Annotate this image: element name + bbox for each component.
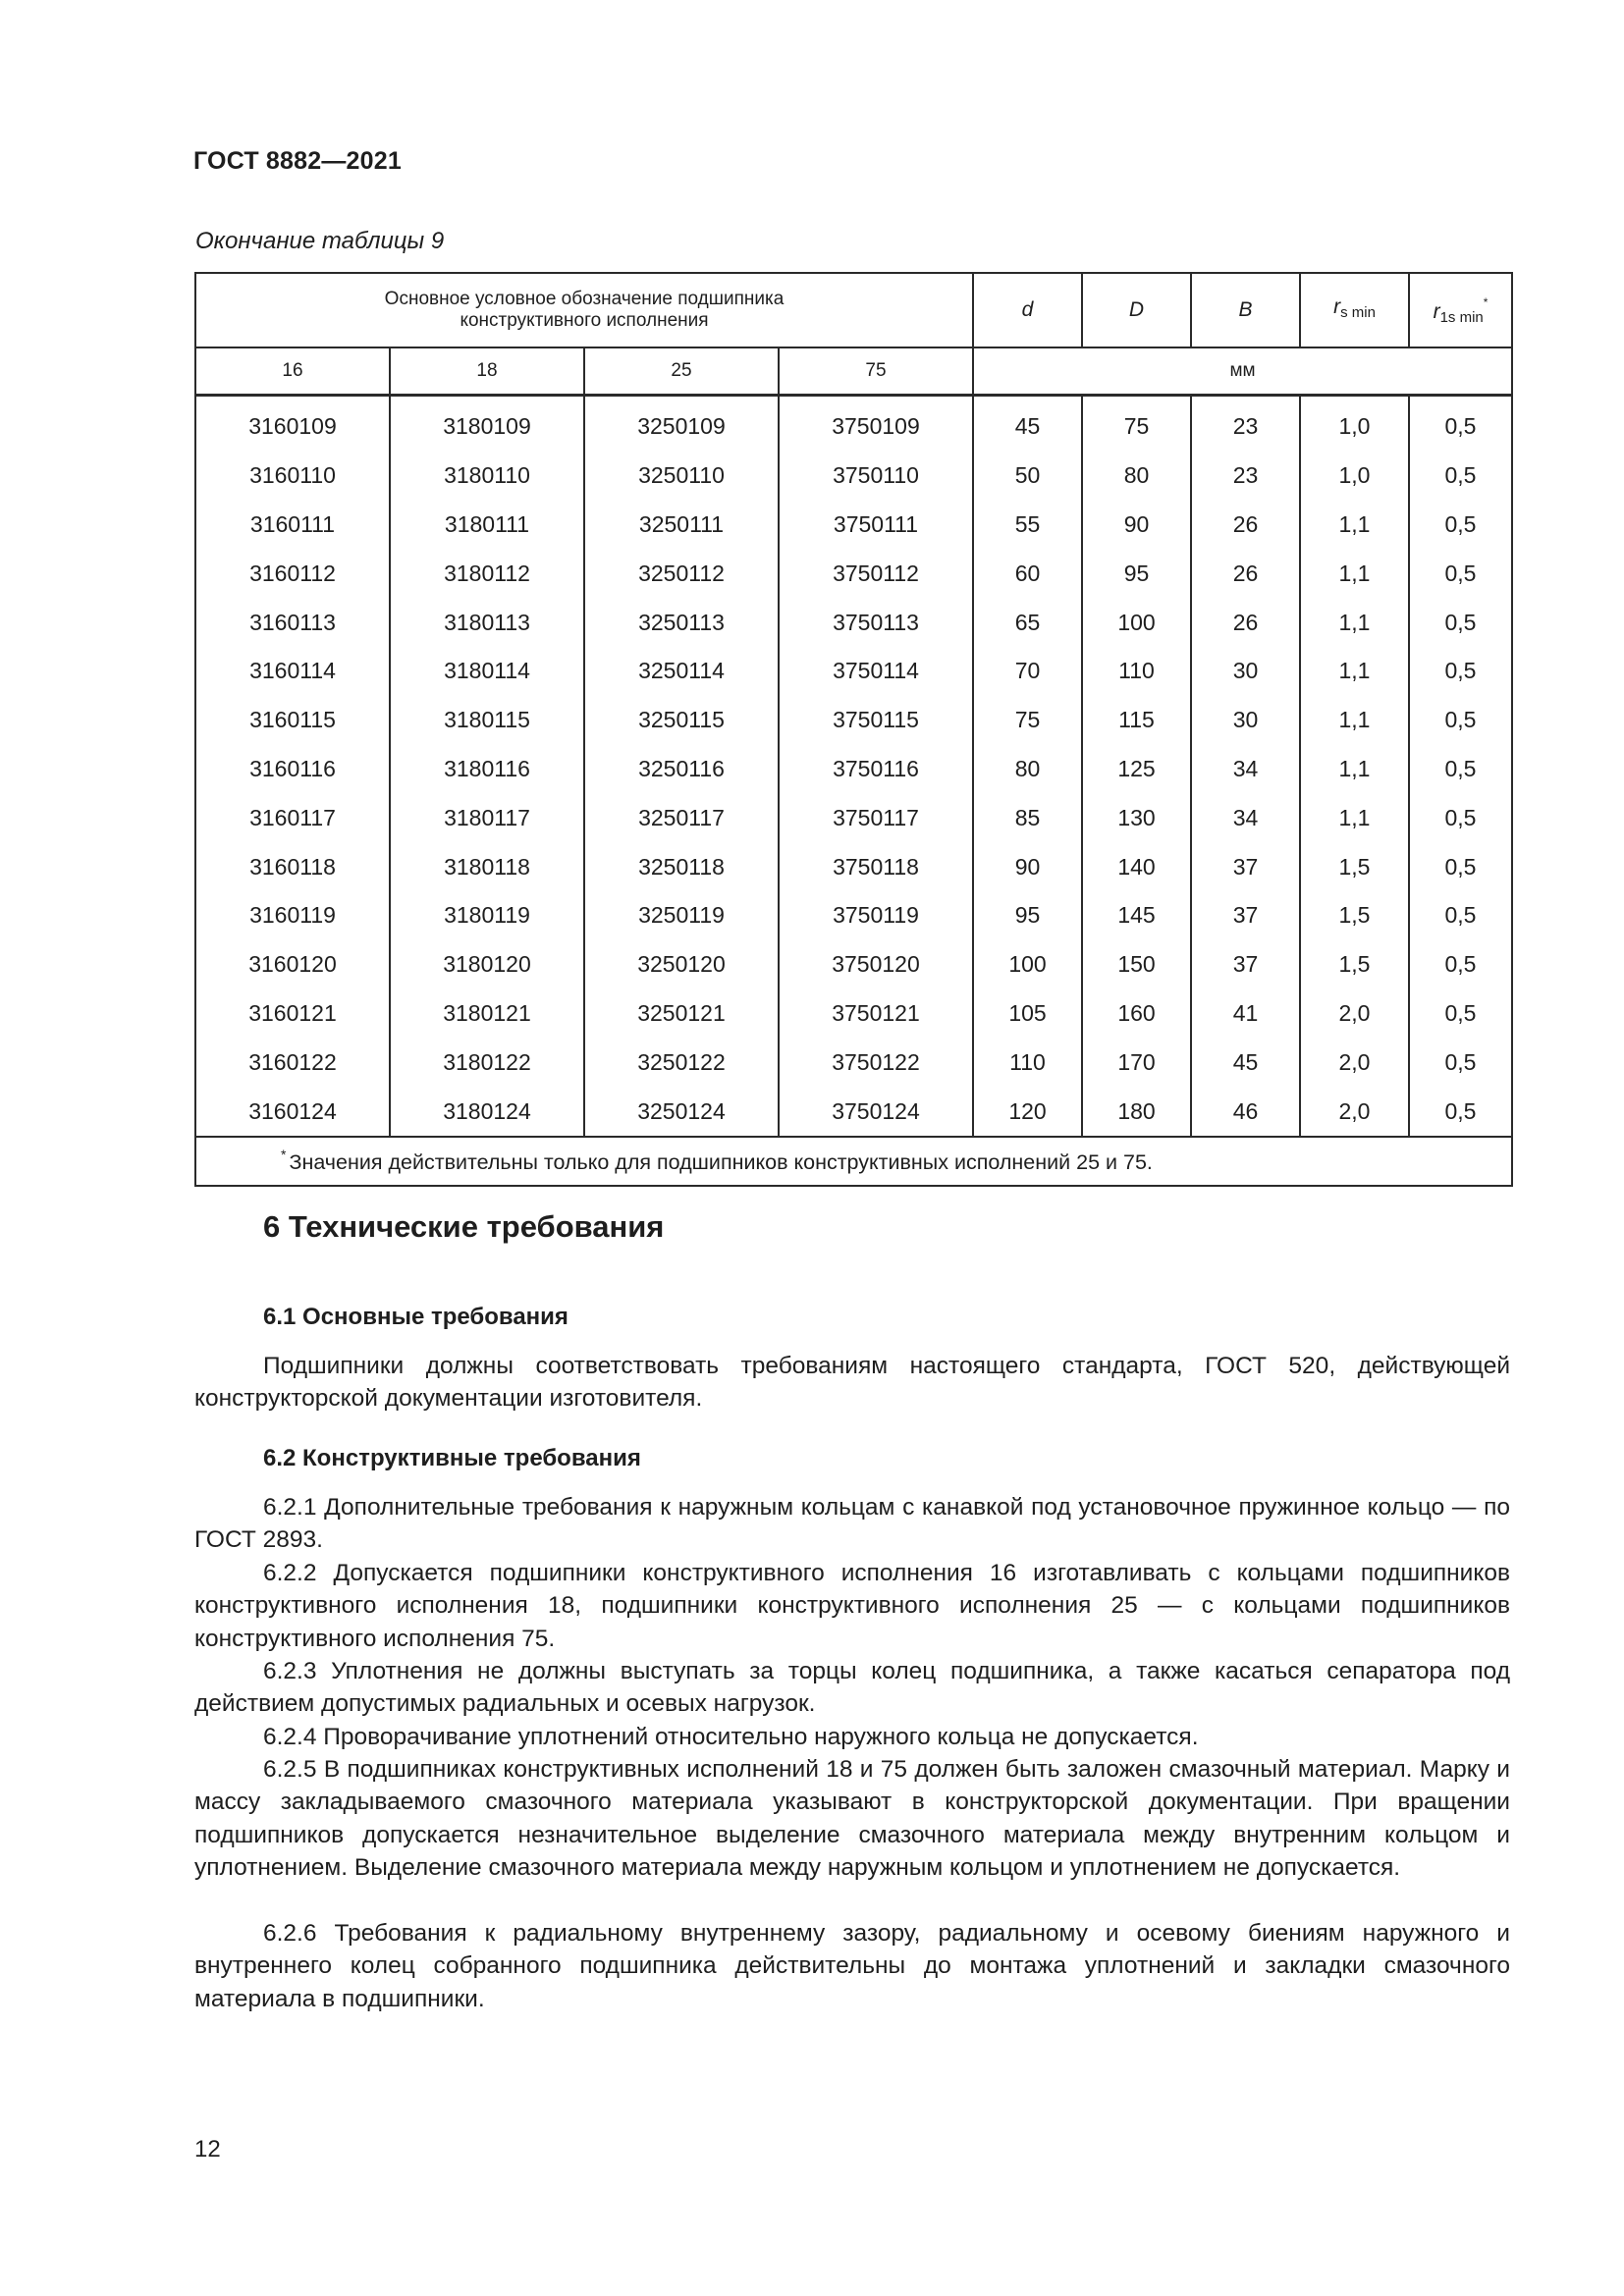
table-cell: 0,5 xyxy=(1409,501,1512,550)
table-cell: 1,1 xyxy=(1300,647,1409,696)
table-row xyxy=(195,891,1512,940)
table-cell: 3160118 xyxy=(195,842,390,891)
table-cell: 45 xyxy=(973,396,1082,452)
table-cell: 3250111 xyxy=(584,501,779,550)
table-cell: 3180115 xyxy=(390,696,584,745)
table-cell: 90 xyxy=(1082,501,1191,550)
table-cell: 3750113 xyxy=(779,598,973,647)
table-cell: 1,1 xyxy=(1300,501,1409,550)
table-cell: 0,5 xyxy=(1409,452,1512,501)
table-cell: 46 xyxy=(1191,1087,1300,1137)
table-cell: 1,1 xyxy=(1300,598,1409,647)
table-cell: 34 xyxy=(1191,793,1300,842)
table-cell: 120 xyxy=(973,1087,1082,1137)
table-cell: 3180110 xyxy=(390,452,584,501)
table-cell: 3180121 xyxy=(390,989,584,1039)
table-cell: 130 xyxy=(1082,793,1191,842)
table-row xyxy=(195,452,1512,501)
table-row xyxy=(195,745,1512,794)
col-header-rs-min: $r_{s min}$ xyxy=(1300,273,1409,347)
table-cell: 3180120 xyxy=(390,940,584,989)
table-cell: 3180111 xyxy=(390,501,584,550)
table-cell: 34 xyxy=(1191,745,1300,794)
table-cell: 23 xyxy=(1191,452,1300,501)
variant-18-header: 18 xyxy=(390,347,584,396)
table-cell: 2,0 xyxy=(1300,1038,1409,1087)
table-cell: 3160121 xyxy=(195,989,390,1039)
table-cell: 3180109 xyxy=(390,396,584,452)
table-cell: 3750117 xyxy=(779,793,973,842)
table-cell: 3160110 xyxy=(195,452,390,501)
table-cell: 3250109 xyxy=(584,396,779,452)
table-cell: 3250118 xyxy=(584,842,779,891)
table-cell: 45 xyxy=(1191,1038,1300,1087)
table-cell: 37 xyxy=(1191,891,1300,940)
table-row xyxy=(195,940,1512,989)
table-cell: 3750122 xyxy=(779,1038,973,1087)
table-cell: 50 xyxy=(973,452,1082,501)
table-cell: 0,5 xyxy=(1409,989,1512,1039)
paragraph-6-2-5: 6.2.5 В подшипниках конструктивных исполнений 18 и 75 должен быть заложен смазочный материал. Марку и массу закладываемого смазочного материала указывают в конструкторской документации. При вращении подшипников допускается незначительное выделение смазочного материала между внутренним кольцом и уплотнением. Выделение смазочного материала между наружным кольцом и уплотнением не допускается. xyxy=(194,1756,1510,1881)
table-cell: 3250124 xyxy=(584,1087,779,1137)
table-cell: 160 xyxy=(1082,989,1191,1039)
table-cell: 3180122 xyxy=(390,1038,584,1087)
table-cell: 3750116 xyxy=(779,745,973,794)
table-cell: 41 xyxy=(1191,989,1300,1039)
table-cell: 2,0 xyxy=(1300,989,1409,1039)
table-row xyxy=(195,793,1512,842)
table-cell: 3180124 xyxy=(390,1087,584,1137)
table-cell: 0,5 xyxy=(1409,396,1512,452)
table-cell: 3250110 xyxy=(584,452,779,501)
table-caption: Окончание таблицы 9 xyxy=(195,228,445,254)
table-cell: 3160113 xyxy=(195,598,390,647)
table-cell: 0,5 xyxy=(1409,1087,1512,1137)
table-row xyxy=(195,1087,1512,1137)
table-cell: 1,1 xyxy=(1300,549,1409,598)
col-header-r1s-min: $r_{1s min}^*$ xyxy=(1409,273,1512,347)
table-cell: 0,5 xyxy=(1409,1038,1512,1087)
table-cell: 140 xyxy=(1082,842,1191,891)
table-cell: 115 xyxy=(1082,696,1191,745)
table-cell: 125 xyxy=(1082,745,1191,794)
table-cell: 145 xyxy=(1082,891,1191,940)
table-cell: 3160119 xyxy=(195,891,390,940)
table-body xyxy=(195,396,1512,1137)
table-cell: 55 xyxy=(973,501,1082,550)
table-cell: 3180113 xyxy=(390,598,584,647)
table-cell: 3180119 xyxy=(390,891,584,940)
table-cell: 85 xyxy=(973,793,1082,842)
table-cell: 65 xyxy=(973,598,1082,647)
paragraph-6-2-4: 6.2.4 Проворачивание уплотнений относительно наружного кольца не допускается. xyxy=(263,1724,1199,1750)
table-cell: 3750120 xyxy=(779,940,973,989)
table-cell: 37 xyxy=(1191,940,1300,989)
table-cell: 3750111 xyxy=(779,501,973,550)
table-cell: 0,5 xyxy=(1409,793,1512,842)
table-cell: 37 xyxy=(1191,842,1300,891)
table-cell: 3250122 xyxy=(584,1038,779,1087)
table-cell: 1,0 xyxy=(1300,396,1409,452)
subsection-6-1-title: 6.1 Основные требования xyxy=(263,1304,568,1330)
table-cell: 1,1 xyxy=(1300,696,1409,745)
table-cell: 3160120 xyxy=(195,940,390,989)
table-cell: 1,5 xyxy=(1300,891,1409,940)
table-cell: 2,0 xyxy=(1300,1087,1409,1137)
table-cell: 3160116 xyxy=(195,745,390,794)
paragraph-6-1: Подшипники должны соответствовать требованиям настоящего стандарта, ГОСТ 520, действующей конструкторской документации изготовителя. xyxy=(194,1353,1510,1413)
page-number: 12 xyxy=(194,2136,221,2163)
table-cell: 26 xyxy=(1191,501,1300,550)
table-cell: 0,5 xyxy=(1409,842,1512,891)
table-cell: 150 xyxy=(1082,940,1191,989)
paragraph-6-2-2: 6.2.2 Допускается подшипники конструктивного исполнения 16 изготавливать с кольцами подшипников конструктивного исполнения 18, подшипники конструктивного исполнения 25 — с кольцами подшипников конструктивного исполнения 75. xyxy=(194,1560,1510,1652)
table-cell: 0,5 xyxy=(1409,891,1512,940)
table-cell: 0,5 xyxy=(1409,696,1512,745)
table-cell: 3180114 xyxy=(390,647,584,696)
table-cell: 3250119 xyxy=(584,891,779,940)
table-cell: 3160117 xyxy=(195,793,390,842)
table-cell: 3250112 xyxy=(584,549,779,598)
table-cell: 3160124 xyxy=(195,1087,390,1137)
table-cell: 0,5 xyxy=(1409,647,1512,696)
table-cell: 75 xyxy=(973,696,1082,745)
table-row xyxy=(195,598,1512,647)
table-cell: 110 xyxy=(973,1038,1082,1087)
table-cell: 180 xyxy=(1082,1087,1191,1137)
table-cell: 3160122 xyxy=(195,1038,390,1087)
table-cell: 3750118 xyxy=(779,842,973,891)
table-cell: 60 xyxy=(973,549,1082,598)
table-cell: 1,1 xyxy=(1300,745,1409,794)
table-cell: 0,5 xyxy=(1409,940,1512,989)
table-cell: 110 xyxy=(1082,647,1191,696)
table-cell: 26 xyxy=(1191,598,1300,647)
table-row xyxy=(195,1038,1512,1087)
variant-75-header: 75 xyxy=(779,347,973,396)
table-cell: 170 xyxy=(1082,1038,1191,1087)
col-header-b: B xyxy=(1191,273,1300,347)
table-cell: 90 xyxy=(973,842,1082,891)
table-cell: 100 xyxy=(973,940,1082,989)
table-cell: 0,5 xyxy=(1409,598,1512,647)
table-cell: 80 xyxy=(973,745,1082,794)
table-cell: 3250121 xyxy=(584,989,779,1039)
table-cell: 3160111 xyxy=(195,501,390,550)
table-cell: 0,5 xyxy=(1409,745,1512,794)
table-cell: 3250117 xyxy=(584,793,779,842)
section-title: 6 Технические требования xyxy=(263,1209,665,1244)
table-cell: 3160112 xyxy=(195,549,390,598)
document-code: ГОСТ 8882—2021 xyxy=(193,147,402,175)
bearing-dimensions-table xyxy=(194,272,1513,1187)
table-cell: 26 xyxy=(1191,549,1300,598)
table-row xyxy=(195,396,1512,452)
paragraph-6-2-3: 6.2.3 Уплотнения не должны выступать за торцы колец подшипника, а также касаться сепаратора под действием допустимых радиальных и осевых нагрузок. xyxy=(194,1658,1510,1718)
table-cell: 1,1 xyxy=(1300,793,1409,842)
table-cell: 70 xyxy=(973,647,1082,696)
table-cell: 3750121 xyxy=(779,989,973,1039)
table-cell: 3180118 xyxy=(390,842,584,891)
table-cell: 30 xyxy=(1191,696,1300,745)
table-cell: 3750110 xyxy=(779,452,973,501)
table-cell: 3160114 xyxy=(195,647,390,696)
table-row xyxy=(195,696,1512,745)
table-row xyxy=(195,549,1512,598)
table-cell: 3250114 xyxy=(584,647,779,696)
variant-25-header: 25 xyxy=(584,347,779,396)
paragraph-6-2-6: 6.2.6 Требования к радиальному внутреннему зазору, радиальному и осевому биениям наружного и внутреннего колец собранного подшипника действительны до монтажа уплотнений и закладки смазочного материала в подшипники. xyxy=(194,1920,1510,2012)
table-cell: 3250116 xyxy=(584,745,779,794)
table-row xyxy=(195,842,1512,891)
table-cell: 0,5 xyxy=(1409,549,1512,598)
table-cell: 1,0 xyxy=(1300,452,1409,501)
table-row xyxy=(195,989,1512,1039)
table-footnote: * Значения действительны только для подшипников конструктивных исполнений 25 и 75. xyxy=(195,1137,1512,1186)
paragraph-6-2-1: 6.2.1 Дополнительные требования к наружным кольцам с канавкой под установочное пружинное кольцо — по ГОСТ 2893. xyxy=(194,1494,1510,1554)
table-cell: 3750109 xyxy=(779,396,973,452)
table-cell: 100 xyxy=(1082,598,1191,647)
table-cell: 3180117 xyxy=(390,793,584,842)
table-cell: 3250120 xyxy=(584,940,779,989)
group-header: Основное условное обозначение подшипника конструктивного исполнения xyxy=(195,273,973,347)
table-cell: 3750114 xyxy=(779,647,973,696)
variant-16-header: 16 xyxy=(195,347,390,396)
table-cell: 3750119 xyxy=(779,891,973,940)
table-cell: 95 xyxy=(973,891,1082,940)
table-cell: 3180112 xyxy=(390,549,584,598)
table-row xyxy=(195,647,1512,696)
table-cell: 3750112 xyxy=(779,549,973,598)
col-header-outer-d: D xyxy=(1082,273,1191,347)
table-cell: 23 xyxy=(1191,396,1300,452)
table-cell: 3250115 xyxy=(584,696,779,745)
table-cell: 75 xyxy=(1082,396,1191,452)
table-cell: 3750115 xyxy=(779,696,973,745)
subsection-6-2-title: 6.2 Конструктивные требования xyxy=(263,1445,641,1471)
table-cell: 3160115 xyxy=(195,696,390,745)
col-header-d: d xyxy=(973,273,1082,347)
table-cell: 3250113 xyxy=(584,598,779,647)
table-cell: 1,5 xyxy=(1300,842,1409,891)
table-cell: 95 xyxy=(1082,549,1191,598)
table-cell: 3180116 xyxy=(390,745,584,794)
table-cell: 1,5 xyxy=(1300,940,1409,989)
table-cell: 3750124 xyxy=(779,1087,973,1137)
table-row xyxy=(195,501,1512,550)
unit-header: мм xyxy=(973,347,1512,396)
table-cell: 30 xyxy=(1191,647,1300,696)
table-cell: 105 xyxy=(973,989,1082,1039)
table-cell: 80 xyxy=(1082,452,1191,501)
table-cell: 3160109 xyxy=(195,396,390,452)
